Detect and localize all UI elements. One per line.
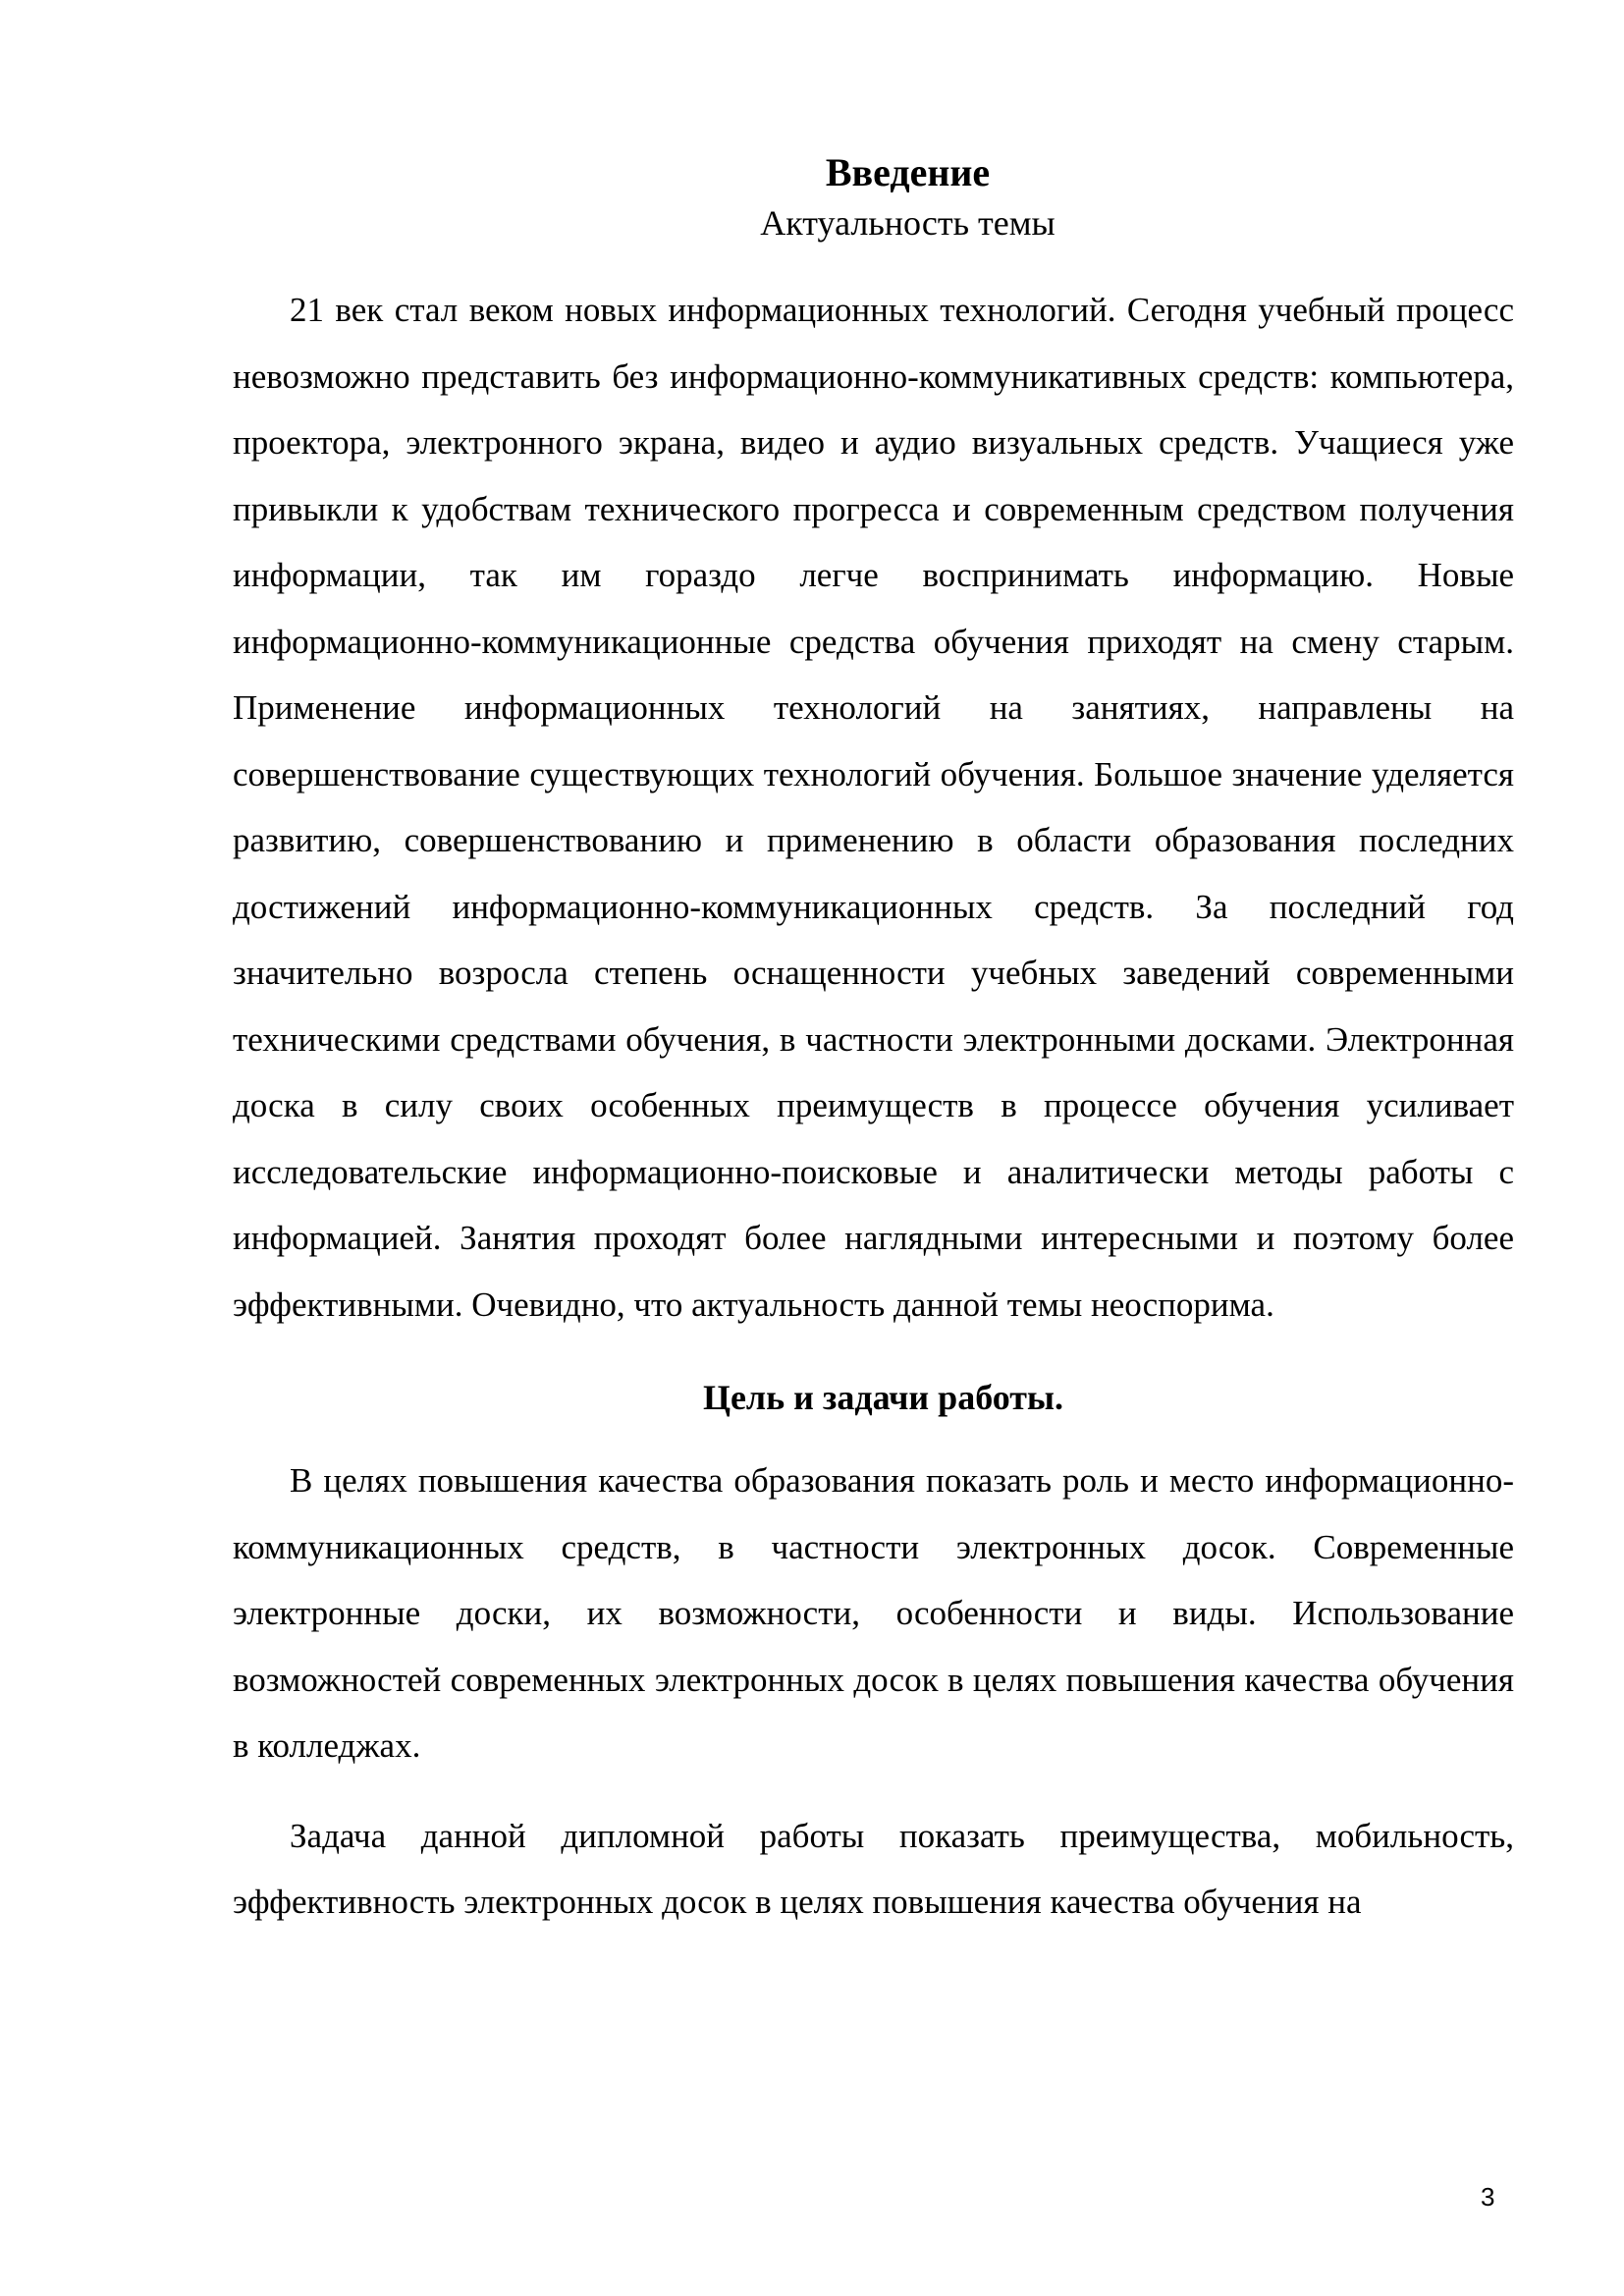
paragraph-task: Задача данной дипломной работы показать преимущества, мобильность, эффективность электронных досок в целях повышения качества обучения на [233,1816,1514,1921]
paragraph-relevance: 21 век стал веком новых информационных технологий. Сегодня учебный процесс невозможно представить без информационно-коммуникативных средств: компьютера, проектора, электронного экрана, видео и аудио визуальных средств. Учащиеся уже привыкли к удобствам технического прогресса и современным средством получения информации, так им гораздо легче воспринимать информацию. Новые информационно-коммуникационные средства обучения приходят на смену старым. Применение информационных технологий на занятиях, направлены на совершенствование существующих технологий обучения. Большое значение уделяется развитию, совершенствованию и применению в области образования последних достижений информационно-коммуникационных средств. За последний год значительно возросла степень оснащенности учебных заведений современными техническими средствами обучения, в частности электронными досками. Электронная доска в силу своих особенных преимуществ в процессе обучения усиливает исследовательские информационно-поисковые и аналитически методы работы с информацией. Занятия проходят более наглядными интересными и поэтому более эффективными. Очевидно, что актуальность данной темы неоспорима. [233,291,1514,1324]
paragraph-goal: В целях повышения качества образования показать роль и место информационно-коммуникационных средств, в частности электронных досок. Современные электронные доски, их возможности, особенности и виды. Использование возможностей современных электронных досок в целях повышения качества обучения в колледжах. [233,1461,1514,1765]
page-subtitle: Актуальность темы [760,203,1056,243]
page-title: Введение [825,150,991,194]
page-content [233,147,1514,1936]
page-number: 3 [1481,2182,1495,2212]
section-heading-goals: Цель и задачи работы. [702,1378,1064,1417]
